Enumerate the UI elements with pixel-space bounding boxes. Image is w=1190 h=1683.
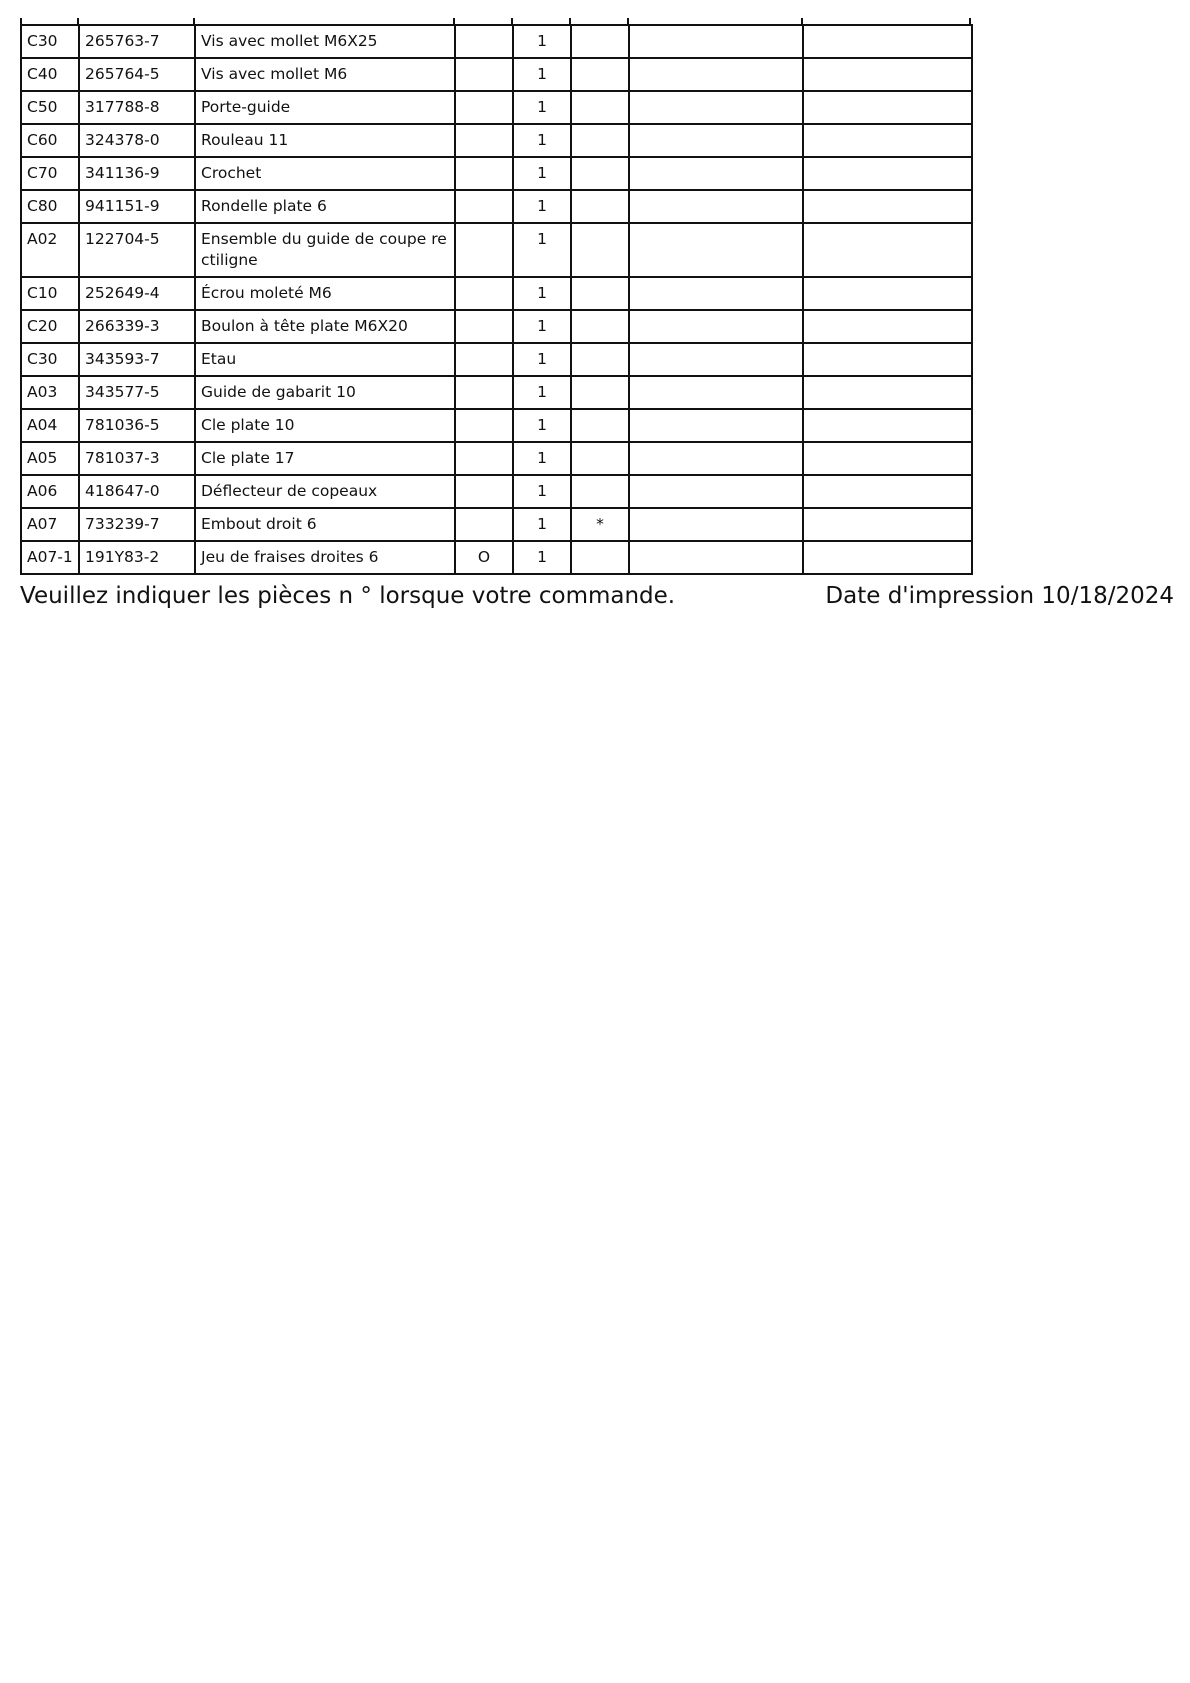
cell-ref: A04 [21,409,79,442]
table-row [21,25,972,58]
cell-empty [629,25,803,58]
cell-note [571,442,629,475]
cell-quantity: 1 [513,409,571,442]
cell-quantity: 1 [513,508,571,541]
cell-empty [629,58,803,91]
cell-quantity: 1 [513,277,571,310]
cell-quantity: 1 [513,475,571,508]
cell-empty [629,157,803,190]
cell-description: Déflecteur de copeaux [195,475,455,508]
cell-part-number: 252649-4 [79,277,195,310]
table-row [21,157,972,190]
cell-description: Porte-guide [195,91,455,124]
cell-mark [455,91,513,124]
cell-mark [455,409,513,442]
cell-description: Cle plate 10 [195,409,455,442]
cell-ref: A03 [21,376,79,409]
cell-ref: C20 [21,310,79,343]
cell-ref: C60 [21,124,79,157]
cell-part-number: 265764-5 [79,58,195,91]
cell-note [571,310,629,343]
cell-empty [629,190,803,223]
cell-empty [629,124,803,157]
cell-note [571,190,629,223]
cell-empty [803,376,972,409]
cell-part-number: 122704-5 [79,223,195,277]
cell-part-number: 341136-9 [79,157,195,190]
cell-part-number: 733239-7 [79,508,195,541]
cell-mark [455,376,513,409]
page-footer [20,579,1174,613]
cell-note [571,277,629,310]
cell-description: Vis avec mollet M6 [195,58,455,91]
order-instruction: Veuillez indiquer les pièces n ° lorsque votre commande. [20,583,676,609]
table-row [21,442,972,475]
cell-description: Écrou moleté M6 [195,277,455,310]
cell-empty [803,277,972,310]
cell-quantity: 1 [513,343,571,376]
cell-part-number: 265763-7 [79,25,195,58]
cell-empty [629,508,803,541]
cell-mark [455,310,513,343]
cell-mark [455,25,513,58]
cell-part-number: 266339-3 [79,310,195,343]
cell-empty [803,91,972,124]
table-row [21,475,972,508]
cell-empty [629,442,803,475]
table-row [21,343,972,376]
cell-empty [803,409,972,442]
table-row [21,91,972,124]
cell-empty [629,541,803,574]
cell-quantity: 1 [513,376,571,409]
cell-ref: C40 [21,58,79,91]
cell-part-number: 191Y83-2 [79,541,195,574]
cell-empty [629,376,803,409]
parts-table-body [21,25,972,574]
cell-quantity: 1 [513,58,571,91]
cell-quantity: 1 [513,124,571,157]
cell-part-number: 941151-9 [79,190,195,223]
cell-part-number: 317788-8 [79,91,195,124]
table-row [21,190,972,223]
cell-description: Rouleau 11 [195,124,455,157]
cell-part-number: 343593-7 [79,343,195,376]
cell-empty [803,343,972,376]
cell-empty [629,277,803,310]
cell-empty [629,475,803,508]
cell-empty [629,310,803,343]
cell-description: Rondelle plate 6 [195,190,455,223]
cell-mark [455,475,513,508]
table-row [21,508,972,541]
cell-mark [455,223,513,277]
cell-quantity: 1 [513,157,571,190]
cell-empty [629,409,803,442]
cell-ref: A07 [21,508,79,541]
cell-description: Embout droit 6 [195,508,455,541]
cell-mark [455,124,513,157]
table-row [21,310,972,343]
cell-quantity: 1 [513,310,571,343]
cell-ref: C80 [21,190,79,223]
cell-note [571,376,629,409]
cell-mark [455,442,513,475]
cell-empty [803,190,972,223]
cell-empty [803,508,972,541]
table-row [21,409,972,442]
cell-note [571,58,629,91]
cell-ref: A07-1 [21,541,79,574]
cell-quantity: 1 [513,442,571,475]
cell-mark [455,190,513,223]
cell-ref: C10 [21,277,79,310]
table-row [21,277,972,310]
cell-quantity: 1 [513,25,571,58]
cell-mark [455,58,513,91]
cell-quantity: 1 [513,541,571,574]
print-date: Date d'impression 10/18/2024 [825,583,1174,609]
parts-table [20,24,973,575]
cell-note: * [571,508,629,541]
cell-ref: A02 [21,223,79,277]
cell-description: Crochet [195,157,455,190]
cell-note [571,124,629,157]
cell-empty [803,124,972,157]
cell-description: Guide de gabarit 10 [195,376,455,409]
cell-note [571,91,629,124]
cell-mark: O [455,541,513,574]
cell-part-number: 781037-3 [79,442,195,475]
cell-ref: C30 [21,25,79,58]
cell-mark [455,508,513,541]
cell-part-number: 781036-5 [79,409,195,442]
cell-quantity: 1 [513,223,571,277]
cell-ref: C70 [21,157,79,190]
cell-ref: A05 [21,442,79,475]
table-row [21,58,972,91]
cell-description: Boulon à tête plate M6X20 [195,310,455,343]
cell-note [571,409,629,442]
cell-mark [455,157,513,190]
table-row [21,223,972,277]
cell-description: Ensemble du guide de coupe rectiligne [195,223,455,277]
cell-description: Jeu de fraises droites 6 [195,541,455,574]
table-row [21,124,972,157]
cell-ref: A06 [21,475,79,508]
cell-description: Etau [195,343,455,376]
cell-part-number: 418647-0 [79,475,195,508]
cell-note [571,343,629,376]
cell-empty [803,541,972,574]
cell-empty [803,223,972,277]
cell-note [571,475,629,508]
cell-note [571,25,629,58]
cell-empty [803,310,972,343]
cell-ref: C30 [21,343,79,376]
cell-note [571,157,629,190]
cell-empty [803,58,972,91]
cell-part-number: 324378-0 [79,124,195,157]
cell-empty [803,25,972,58]
cell-empty [629,91,803,124]
cell-note [571,223,629,277]
cell-description: Vis avec mollet M6X25 [195,25,455,58]
parts-list-page [20,0,1174,613]
cell-quantity: 1 [513,91,571,124]
cell-note [571,541,629,574]
cell-empty [803,442,972,475]
table-continuation-stubs [20,0,971,24]
cell-quantity: 1 [513,190,571,223]
cell-mark [455,343,513,376]
cell-empty [629,223,803,277]
table-row [21,376,972,409]
cell-empty [803,475,972,508]
cell-ref: C50 [21,91,79,124]
cell-empty [629,343,803,376]
table-row [21,541,972,574]
cell-description: Cle plate 17 [195,442,455,475]
cell-empty [803,157,972,190]
cell-part-number: 343577-5 [79,376,195,409]
cell-mark [455,277,513,310]
